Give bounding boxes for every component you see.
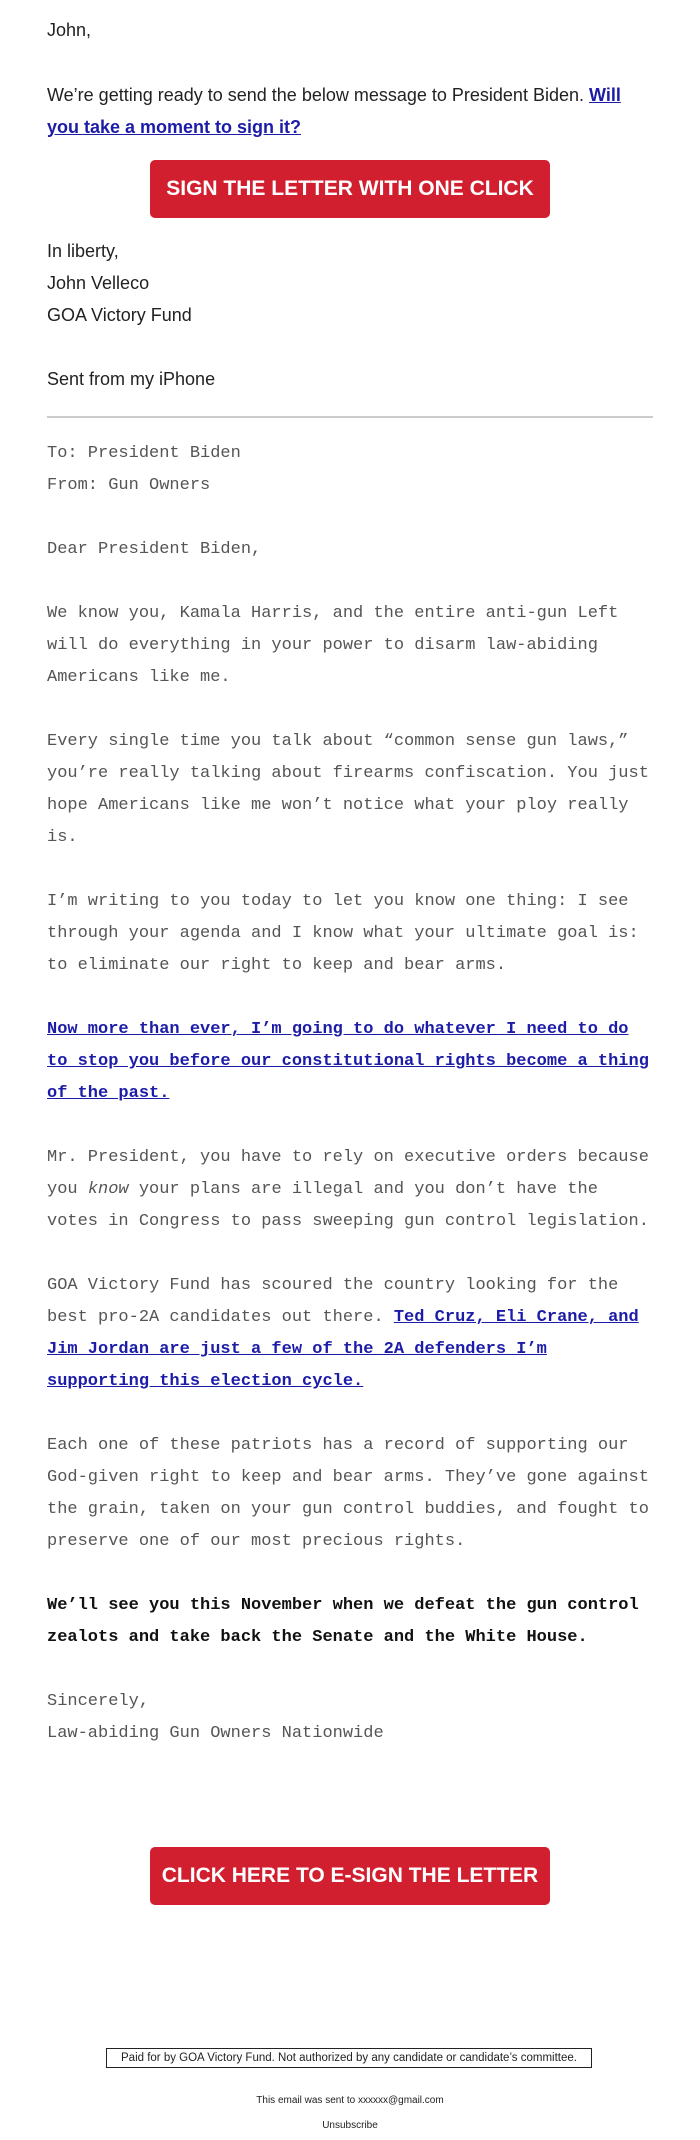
greeting: John, [47, 20, 92, 40]
letter-closing: Sincerely, [47, 1692, 150, 1711]
letter-link-2[interactable]: Ted Cruz, Eli Crane, and Jim Jordan are just a few of the 2A defenders I’m supporting this election cycle. [47, 1308, 639, 1391]
sent-to-notice: This email was sent to xxxxxx@gmail.com [256, 2095, 444, 2106]
p6-text: GOA Victory Fund has scoured the country looking for the best pro-2A candidates out there. [47, 1276, 619, 1327]
unsubscribe-link[interactable]: Unsubscribe [322, 2120, 378, 2131]
letter-from: From: Gun Owners [47, 476, 211, 495]
signoff-closing: In liberty, [47, 241, 119, 261]
signoff-name: John Velleco [47, 273, 150, 293]
sign-link[interactable]: Will you take a moment to sign it? [47, 85, 621, 137]
intro-text: We’re getting ready to send the below message to President Biden. [47, 85, 589, 105]
divider [47, 416, 653, 418]
letter-paragraph-3: I’m writing to you today to let you know one thing: I see through your agenda and I know what your ultimate goal is: to eliminate our right to keep and bear arms. [47, 892, 639, 975]
letter-paragraph-7: Each one of these patriots has a record of supporting our God-given right to keep and bear arms. They’ve gone against the grain, taken on your gun control buddies, and fought to preserve one of our most precious rights. [47, 1436, 649, 1551]
letter-paragraph-2: Every single time you talk about “common sense gun laws,” you’re really talking about firearms confiscation. You just hope Americans like me won’t notice what your ploy really is. [47, 732, 649, 847]
letter-paragraph-5 [47, 1142, 653, 1238]
esign-letter-button[interactable]: CLICK HERE TO E-SIGN THE LETTER [150, 1847, 550, 1905]
intro-paragraph [47, 79, 637, 143]
sent-from: Sent from my iPhone [47, 369, 216, 389]
signoff-block [47, 235, 215, 395]
letter-to: To: President Biden [47, 444, 241, 463]
signoff-org: GOA Victory Fund [47, 305, 192, 325]
letter-paragraph-1: We know you, Kamala Harris, and the entire anti-gun Left will do everything in your power to disarm law-abiding Americans like me. [47, 604, 619, 687]
letter-signature: Law-abiding Gun Owners Nationwide [47, 1724, 384, 1743]
p5-text-a: Mr. President, you have to rely on executive orders because you [47, 1148, 649, 1199]
paid-for-disclaimer: Paid for by GOA Victory Fund. Not authorized by any candidate or candidate’s committee. [106, 2048, 592, 2068]
letter-link-1[interactable]: Now more than ever, I’m going to do whatever I need to do to stop you before our constitutional rights become a thing of the past. [47, 1020, 649, 1103]
letter-salutation: Dear President Biden, [47, 540, 262, 559]
sign-letter-button[interactable]: SIGN THE LETTER WITH ONE CLICK [150, 160, 550, 218]
p5-text-b: your plans are illegal and you don’t have the votes in Congress to pass sweeping gun control legislation. [47, 1180, 649, 1231]
letter-paragraph-4 [47, 1014, 653, 1110]
letter [47, 438, 653, 1750]
p5-emphasis: know [87, 1180, 129, 1199]
letter-paragraph-6 [47, 1270, 653, 1398]
letter-paragraph-8: We’ll see you this November when we defeat the gun control zealots and take back the Senate and the White House. [47, 1596, 639, 1647]
